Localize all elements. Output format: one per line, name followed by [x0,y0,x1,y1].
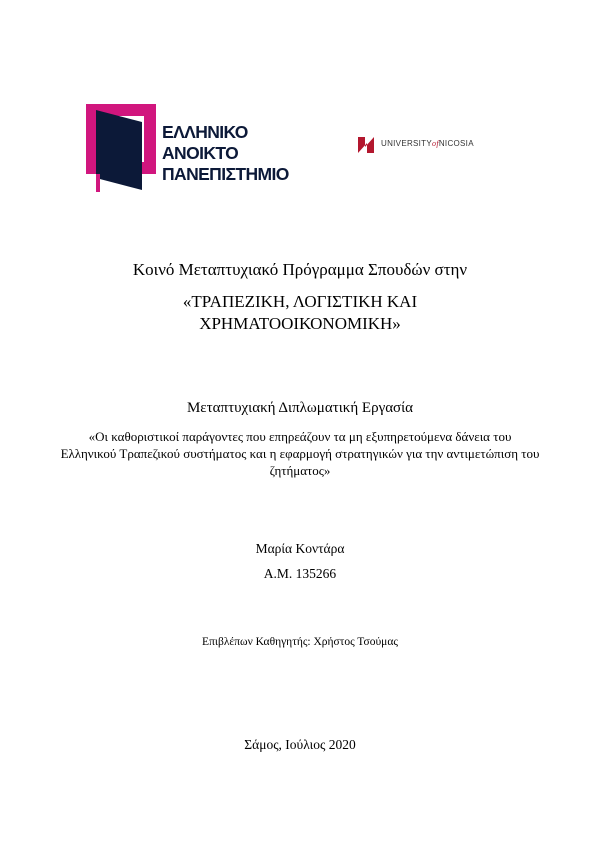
program-title-line-1: «ΤΡΑΠΕΖΙΚΗ, ΛΟΓΙΣΤΙΚΗ ΚΑΙ [182,292,418,311]
author-name: Μαρία Κοντάρα [255,541,345,556]
unic-logo-university: UNIVERSITY [381,139,433,148]
unic-logo-nicosia: NICOSIA [438,139,474,148]
eap-logo-line-1: ΕΛΛΗΝΙΚΟ [162,122,248,142]
eap-logo-line-3: ΠΑΝΕΠΙΣΤΗΜΙΟ [162,164,289,184]
program-heading: Κοινό Μεταπτυχιακό Πρόγραμμα Σπουδών στην [132,260,468,279]
unic-logo-text [381,139,474,148]
eap-logo-mark-icon [86,104,158,194]
program-title-line-2: ΧΡΗΜΑΤΟΟΙΚΟΝΟΜΙΚΗ» [199,314,401,333]
eap-logo-text [162,122,289,185]
unic-logo-of: of [432,139,439,148]
eap-logo [86,104,289,194]
thesis-title: «Οι καθοριστικοί παράγοντες που επηρεάζουν τα μη εξυπηρετούμενα δάνεια του Ελληνικού Τραπεζικού συστήματος και η εφαρμογή στρατηγικών για την αντιμετώπιση του ζητήματος» [60,429,540,478]
student-id: Α.Μ. 135266 [263,566,337,581]
eap-logo-line-2: ΑΝΟΙΚΤΟ [162,143,239,163]
place-date: Σάμος, Ιούλιος 2020 [244,737,356,752]
supervisor: Επιβλέπων Καθηγητής: Χρήστος Τσούμας [202,636,398,648]
thesis-type: Μεταπτυχιακή Διπλωματική Εργασία [186,400,414,416]
unic-logo-mark-icon [356,135,376,155]
